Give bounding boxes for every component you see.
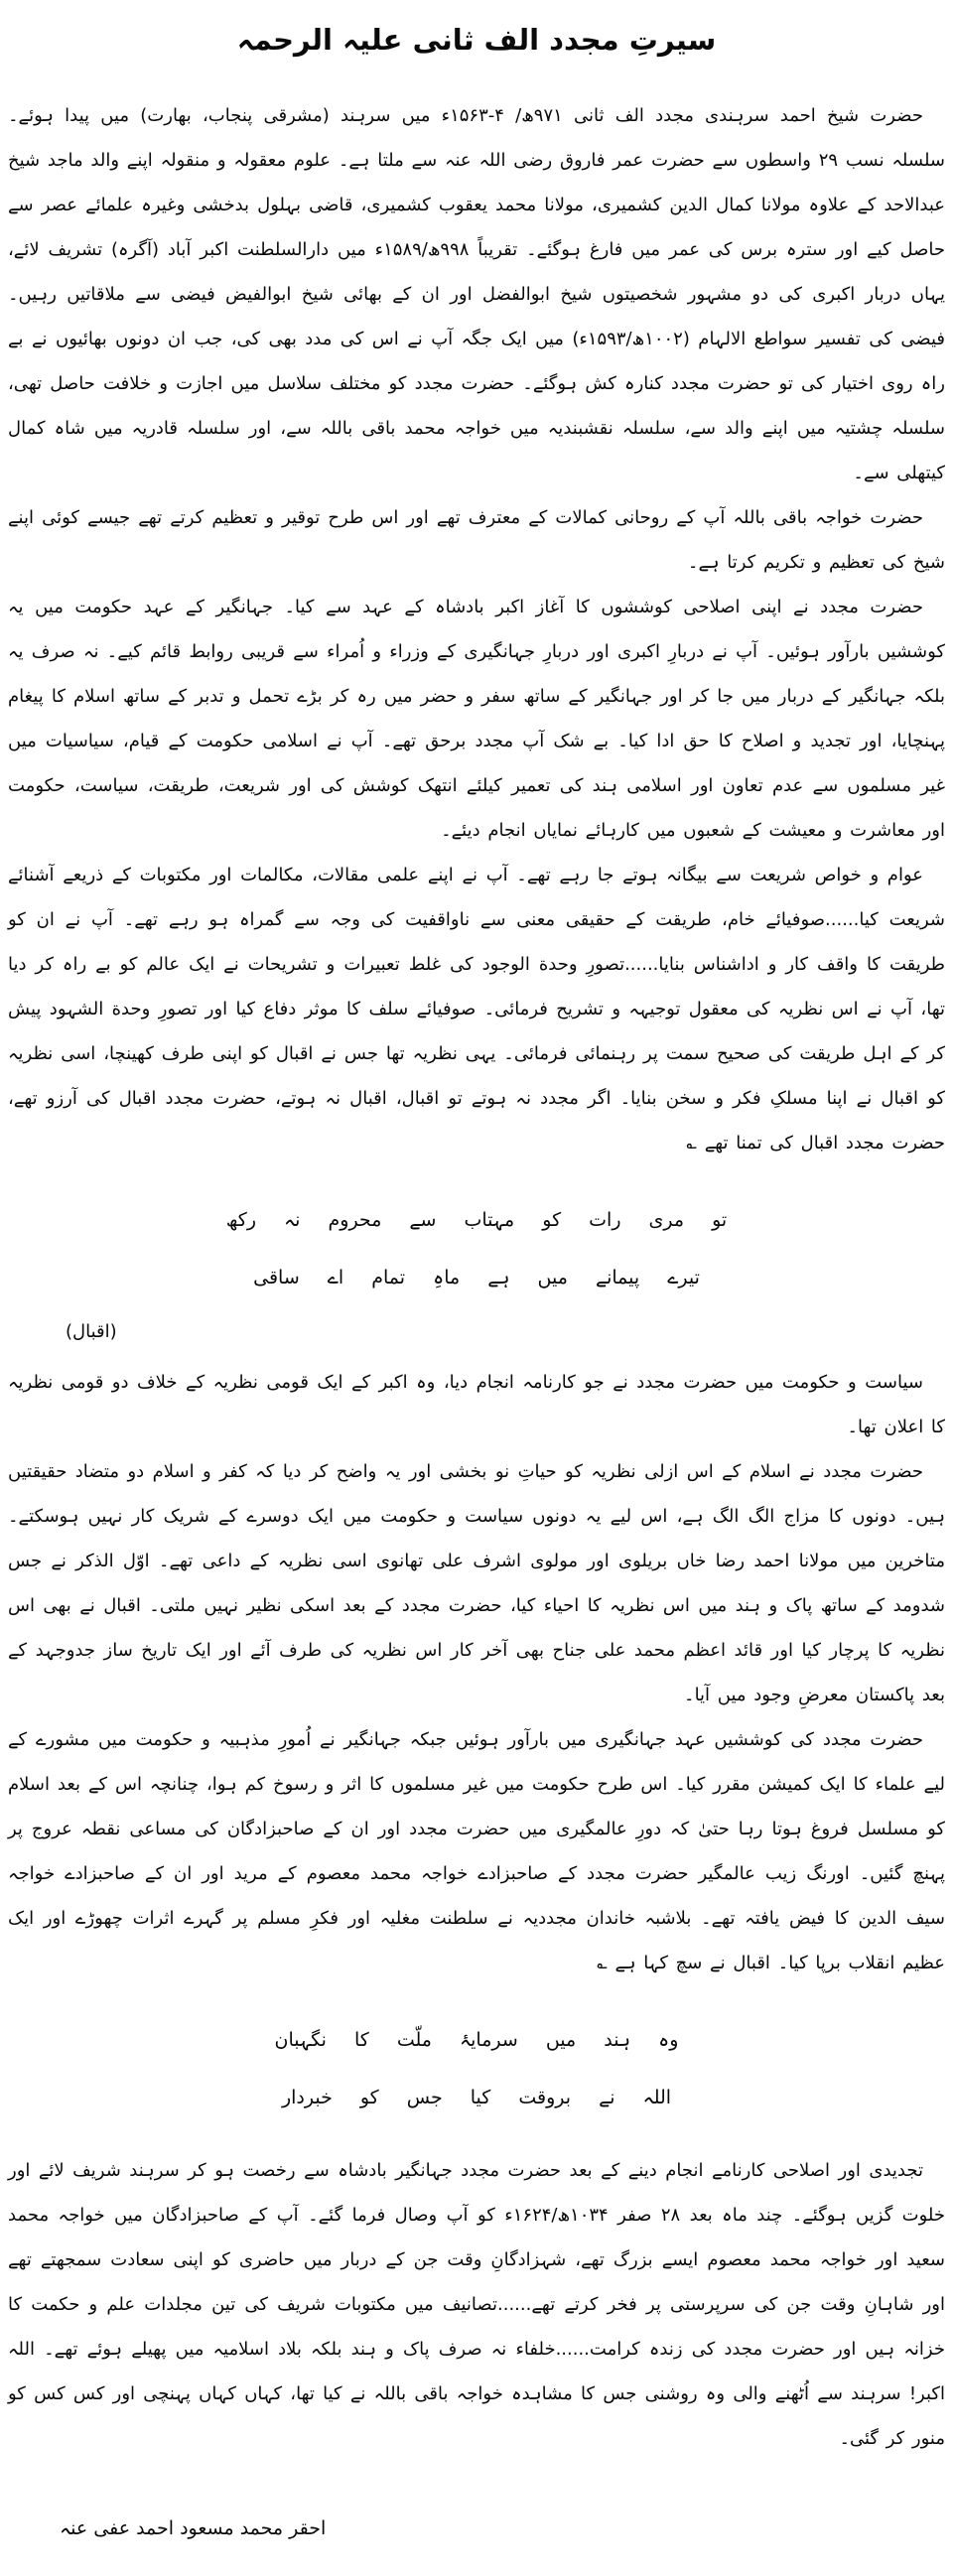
poem-verse-line: اللہ نے بروقت کیا جس کو خبردار xyxy=(281,2087,672,2108)
poem-verse-line: وہ ہند میں سرمایۂ ملّت کا نگہبان xyxy=(274,2029,679,2051)
paragraph-birth-lineage: حضرت شیخ احمد سرہندی مجدد الف ثانی ۹۷۱ھ/ ۴-۱۵۶۳ء میں سرہند (مشرقی پنجاب، بھارت) میں پیدا ہوئے۔ سلسلہ نسب ۲۹ واسطوں سے حضرت عمر فاروق رضی اللہ عنہ سے ملتا ہے۔ علوم معقولہ و منقولہ اپنے والد ماجد شیخ عبدالاحد کے علاوہ مولانا کمال الدین کشمیری، مولانا محمد یعقوب کشمیری، قاضی بہلول بدخشی وغیرہ علمائے عصر سے حاصل کیے اور سترہ برس کی عمر میں فارغ ہوگئے۔ تقریباً ۹۹۸ھ/۱۵۸۹ء میں دارالسلطنت اکبر آباد (آگرہ) تشریف لائے، یہاں دربار اکبری کی دو مشہور شخصیتوں شیخ ابوالفضل اور ان کے بھائی شیخ ابوالفیض فیضی سے ملاقاتیں رہیں۔ فیضی کی تفسیر سواطع الالہام (۱۰۰۲ھ/۱۵۹۳ء) میں ایک جگہ آپ نے اس کی مدد بھی کی، جب ان دونوں بھائیوں نے بے راہ روی اختیار کی تو حضرت مجدد کنارہ کش ہوگئے۔ حضرت مجدد کو مختلف سلاسل میں اجازت و خلافت حاصل تھی، سلسلہ چشتیہ میں اپنے والد سے، سلسلہ نقشبندیہ میں خواجہ محمد باقی باللہ سے، اور سلسلہ قادریہ میں شاہ کمال کیتھلی سے۔ xyxy=(8,105,946,483)
poem-iqbal-nigehban xyxy=(8,2011,945,2126)
poem-iqbal-saqi xyxy=(8,1191,945,1306)
poem-attribution: (اقبال) xyxy=(66,1321,117,1342)
paragraph-baqi-billah: حضرت خواجہ باقی باللہ آپ کے روحانی کمالات کے معترف تھے اور اس طرح توقیر و تعظیم کرتے تھے جیسے کوئی اپنے شیخ کی تعظیم و تکریم کرتا ہے۔ xyxy=(8,507,945,573)
paragraph-two-nation-theory: سیاست و حکومت میں حضرت مجدد نے جو کارنامہ انجام دیا، وہ اکبر کے ایک قومی نظریہ کے خلاف دو قومی نظریہ کا اعلان تھا۔ xyxy=(8,1372,945,1437)
poem-verse-line: تیرے پیمانے میں ہے ماہِ تمام اے ساقی xyxy=(253,1267,700,1288)
paragraph-jahangir-commission: حضرت مجدد کی کوششیں عہد جہانگیری میں بارآور ہوئیں جبکہ جہانگیر نے اُمورِ مذہبیہ و حکومت میں مشورے کے لیے علماء کا ایک کمیشن مقرر کیا۔ اس طرح حکومت میں غیر مسلموں کا اثر و رسوخ کم ہوا، چنانچہ اس کے بعد اسلام کو مسلسل فروغ ہوتا رہا حتیٰ کہ دورِ عالمگیری میں حضرت مجدد اور ان کے صاحبزادگان کی مساعی نقطہ عروج پر پہنچ گئیں۔ اورنگ زیب عالمگیر حضرت مجدد کے صاحبزادے خواجہ محمد معصوم کے مرید اور ان کے صاحبزادے خواجہ سیف الدین کا فیض یافتہ تھے۔ بلاشبہ خاندان مجددیہ نے سلطنت مغلیہ اور فکرِ مسلم پر گہرے اثرات چھوڑے اور ایک عظیم انقلاب برپا کیا۔ اقبال نے سچ کہا ہے ؎ xyxy=(8,1729,945,1973)
author-signature: احقر محمد مسعود احمد عفی عنہ xyxy=(60,2517,327,2539)
article-title: سیرتِ مجدد الف ثانی علیہ الرحمہ xyxy=(236,23,717,57)
paragraph-final-years: تجدیدی اور اصلاحی کارنامے انجام دینے کے بعد حضرت مجدد جہانگیر بادشاہ سے رخصت ہو کر سرہند شریف لائے اور خلوت گزیں ہوگئے۔ چند ماہ بعد ۲۸ صفر ۱۰۳۴ھ/۱۶۲۴ء کو آپ وصال فرما گئے۔ آپ کے صاحبزادگان میں خواجہ محمد سعید اور خواجہ محمد معصوم ایسے بزرگ تھے، شہزادگانِ وقت جن کے دربار میں حاضری کو اپنی سعادت سمجھتے تھے اور شاہانِ وقت جن کی سرپرستی پر فخر کرتے تھے......تصانیف میں مکتوبات شریف کی تین مجلدات علم و حکمت کا خزانہ ہیں اور حضرت مجدد کی زندہ کرامت......خلفاء نہ صرف پاک و ہند بلکہ بلاد اسلامیہ میں پھیلے ہوئے تھے۔ اللہ اکبر! سرہند سے اُٹھنے والی وہ روشنی جس کا مشاہدہ خواجہ باقی باللہ نے کیا تھا، کہاں کہاں پہنچی اور کس کس کو منور کر گئی۔ xyxy=(8,2160,946,2449)
paragraph-reform-efforts: حضرت مجدد نے اپنی اصلاحی کوششوں کا آغاز اکبر بادشاہ کے عہد سے کیا۔ جہانگیر کے عہد حکومت میں یہ کوششیں بارآور ہوئیں۔ آپ نے دربارِ اکبری اور دربارِ جہانگیری کے وزراء و اُمراء سے قریبی روابط قائم کیے۔ نہ صرف یہ بلکہ جہانگیر کے دربار میں جا کر اور جہانگیر کے ساتھ سفر و حضر میں رہ کر بڑے تحمل و تدبر کے ساتھ اسلام کا پیغام پہنچایا، اور تجدید و اصلاح کا حق ادا کیا۔ بے شک آپ مجدد برحق تھے۔ آپ نے اسلامی حکومت کے قیام، سیاسیات میں غیر مسلموں سے عدم تعاون اور اسلامی ہند کی تعمیر کیلئے انتھک کوشش کی اور شریعت، طریقت، سیاست، حکومت اور معاشرت و معیشت کے شعبوں میں کارہائے نمایاں انجام دیئے۔ xyxy=(8,597,945,841)
paragraph-shariat-tariqat: عوام و خواص شریعت سے بیگانہ ہوتے جا رہے تھے۔ آپ نے اپنے علمی مقالات، مکالمات اور مکتوبات کے ذریعے آشنائے شریعت کیا......صوفیائے خام، طریقت کے حقیقی معنی سے ناواقفیت کی وجہ سے گمراہ ہو رہے تھے۔ آپ نے ان کو طریقت کا واقف کار و اداشناس بنایا......تصورِ وحدة الوجود کی غلط تعبیرات و تشریحات نے ایک عالم کو بے راہ کر دیا تھا، آپ نے اس نظریہ کی معقول توجیہہ و تشریح فرمائی۔ صوفیائے سلف کا موثر دفاع کیا اور تصورِ وحدة الشہود پیش کر کے اہل طریقت کی صحیح سمت پر رہنمائی فرمائی۔ یہی نظریہ تھا جس نے اقبال کو اپنی طرف کھینچا، اسی نظریہ کو اقبال نے اپنا مسلکِ فکر و سخن بنایا۔ اگر مجدد نہ ہوتے تو اقبال، اقبال نہ ہوتے، حضرت مجدد اقبال کی آرزو تھے، حضرت مجدد اقبال کی تمنا تھے ؎ xyxy=(8,865,945,1153)
poem-verse-line: تو مری رات کو مہتاب سے محروم نہ رکھ xyxy=(225,1209,728,1231)
paragraph-kufr-islam: حضرت مجدد نے اسلام کے اس ازلی نظریہ کو حیاتِ نو بخشی اور یہ واضح کر دیا کہ کفر و اسلام دو متضاد حقیقتیں ہیں۔ دونوں کا مزاج الگ الگ ہے، اس لیے یہ دونوں سیاست و حکومت میں ایک دوسرے کے شریک کار نہیں ہوسکتے۔ متاخرین میں مولانا احمد رضا خاں بریلوی اور مولوی اشرف علی تھانوی اسی نظریہ کے داعی تھے۔ اوّل الذکر نے جس شدومد کے ساتھ پاک و ہند میں اس نظریہ کا احیاء کیا، حضرت مجدد کے بعد اسکی نظیر نہیں ملتی۔ اقبال نے بھی اس نظریہ کا پرچار کیا اور قائد اعظم محمد علی جناح بھی آخر کار اس نظریہ کی طرف آئے اور ایک تاریخ ساز جدوجہد کے بعد پاکستان معرضِ وجود میں آیا۔ xyxy=(8,1461,945,1705)
